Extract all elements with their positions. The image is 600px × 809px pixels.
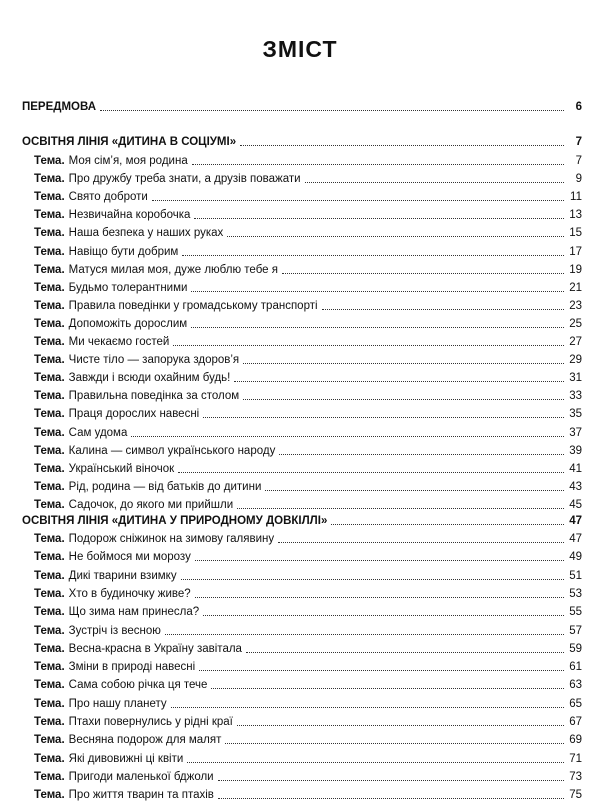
leader-dots — [265, 490, 564, 491]
entry-page: 55 — [569, 606, 582, 619]
entry-page: 67 — [569, 716, 582, 728]
leader-dots — [152, 200, 564, 201]
entry-title: Свято доброти — [68, 191, 148, 204]
entry-page: 29 — [569, 354, 582, 367]
entry-prefix: Тема. — [34, 317, 65, 330]
leader-dots — [192, 164, 564, 165]
leader-dots — [171, 707, 564, 708]
entry-prefix: Тема. — [34, 480, 65, 493]
entry-page: 39 — [569, 444, 582, 457]
leader-dots — [203, 615, 564, 616]
entry-page: 13 — [569, 209, 582, 222]
leader-dots — [225, 743, 564, 744]
toc-entry — [34, 168, 582, 186]
entry-page: 25 — [569, 317, 582, 330]
entry-title: Український віночок — [68, 462, 175, 475]
entry-page: 51 — [569, 569, 582, 582]
entry-title: Не боймося ми морозу — [68, 551, 191, 564]
entry-prefix: Тема. — [34, 697, 65, 710]
toc-entry — [34, 458, 582, 476]
toc-entry — [34, 403, 582, 421]
entry-page: 31 — [569, 372, 582, 385]
leader-dots — [165, 634, 564, 635]
toc-entry — [34, 385, 582, 403]
leader-dots — [237, 508, 564, 509]
entry-title: Весна-красна в Україну завітала — [68, 642, 242, 655]
toc-entry — [34, 766, 582, 784]
entry-prefix: Тема. — [34, 533, 65, 545]
entry-prefix: Тема. — [34, 462, 65, 475]
toc-entry — [34, 674, 582, 692]
toc-entry — [34, 331, 582, 349]
entry-page: 7 — [575, 155, 582, 167]
leader-dots — [234, 381, 564, 382]
leader-dots — [278, 542, 564, 543]
leader-dots — [178, 472, 564, 473]
leader-dots — [191, 327, 564, 328]
entry-title: Праця дорослих навесні — [68, 408, 200, 421]
entry-prefix: Тема. — [34, 209, 65, 222]
leader-dots — [187, 762, 564, 763]
leader-dots — [322, 309, 564, 310]
entry-title: Що зима нам принесла? — [68, 606, 200, 619]
entry-prefix: Тема. — [34, 606, 65, 619]
entry-page: 59 — [569, 642, 582, 655]
entry-page: 9 — [575, 173, 582, 186]
preface-page: 6 — [575, 101, 582, 113]
entry-prefix: Тема. — [34, 789, 65, 802]
entry-page: 71 — [569, 752, 582, 765]
entry-page: 27 — [569, 336, 582, 348]
section-1-page: 7 — [575, 136, 582, 148]
leader-dots — [227, 236, 564, 237]
entry-prefix: Тема. — [34, 569, 65, 582]
entry-title: Ми чекаємо гостей — [68, 336, 170, 348]
leader-dots — [195, 560, 564, 561]
toc-entry — [34, 784, 582, 802]
preface-label: ПЕРЕДМОВА — [22, 101, 97, 113]
toc-entry — [34, 601, 582, 619]
toc-entry — [34, 277, 582, 295]
entry-prefix: Тема. — [34, 642, 65, 655]
entry-prefix: Тема. — [34, 587, 65, 600]
toc-entry — [34, 204, 582, 222]
toc-entry — [34, 186, 582, 204]
toc-entry — [34, 729, 582, 747]
entry-title: Сам удома — [68, 426, 128, 439]
entry-page: 33 — [569, 390, 582, 403]
entry-title: Незвичайна коробочка — [68, 209, 191, 222]
leader-dots — [243, 399, 564, 400]
entry-title: Про життя тварин та птахів — [68, 789, 214, 802]
entry-page: 63 — [569, 679, 582, 692]
entry-prefix: Тема. — [34, 155, 65, 167]
leader-dots — [131, 436, 564, 437]
entry-page: 69 — [569, 734, 582, 747]
entry-title: Допоможіть дорослим — [68, 317, 188, 330]
toc-entry — [34, 693, 582, 711]
entry-page: 21 — [569, 281, 582, 294]
entry-page: 37 — [569, 426, 582, 439]
toc-entry — [34, 367, 582, 385]
entry-title: Правила поведінки у громадському транспорті — [68, 299, 318, 312]
leader-dots — [211, 688, 564, 689]
leader-dots — [181, 579, 564, 580]
section-1-label: ОСВІТНЯ ЛІНІЯ «ДИТИНА В СОЦІУМІ» — [22, 136, 237, 148]
entry-prefix: Тема. — [34, 661, 65, 674]
leader-dots — [218, 798, 564, 799]
entry-title: Подорож сніжинок на зимову галявину — [68, 533, 275, 545]
entry-page: 75 — [569, 789, 582, 802]
entry-title: Калина — символ українського народу — [68, 444, 276, 457]
page-title: ЗМІСТ — [262, 36, 338, 62]
entry-prefix: Тема. — [34, 354, 65, 367]
entry-page: 43 — [569, 480, 582, 493]
entry-page: 57 — [569, 624, 582, 637]
toc-entry — [34, 711, 582, 729]
leader-dots — [203, 417, 564, 418]
entry-prefix: Тема. — [34, 390, 65, 403]
entry-page: 47 — [569, 533, 582, 545]
entry-prefix: Тема. — [34, 173, 65, 186]
entry-page: 11 — [570, 191, 582, 204]
entry-prefix: Тема. — [34, 336, 65, 348]
entry-page: 35 — [569, 408, 582, 421]
entry-page: 73 — [569, 770, 582, 783]
leader-dots — [331, 524, 564, 525]
toc-preface — [22, 96, 582, 114]
entry-title: Матуся милая моя, дуже люблю тебе я — [68, 263, 278, 276]
toc-entry — [34, 748, 582, 766]
entry-prefix: Тема. — [34, 227, 65, 240]
entry-prefix: Тема. — [34, 191, 65, 204]
entry-prefix: Тема. — [34, 752, 65, 765]
entry-page: 15 — [569, 227, 582, 240]
toc-entry — [34, 546, 582, 564]
section-2-page: 47 — [569, 515, 582, 527]
leader-dots — [246, 652, 564, 653]
toc-entry — [34, 241, 582, 259]
entry-prefix: Тема. — [34, 372, 65, 385]
entry-page: 65 — [569, 697, 582, 710]
entry-page: 61 — [569, 661, 582, 674]
entry-title: Моя сім’я, моя родина — [68, 155, 188, 167]
entry-title: Пригоди маленької бджоли — [68, 770, 214, 783]
toc-entry — [34, 528, 582, 546]
entry-page: 45 — [569, 498, 582, 511]
entry-prefix: Тема. — [34, 299, 65, 312]
entry-prefix: Тема. — [34, 498, 65, 511]
entry-title: Хто в будиночку живе? — [68, 587, 191, 600]
entry-title: Зміни в природі навесні — [68, 661, 196, 674]
entry-prefix: Тема. — [34, 426, 65, 439]
entry-title: Дикі тварини взимку — [68, 569, 177, 582]
leader-dots — [199, 670, 564, 671]
entry-prefix: Тема. — [34, 734, 65, 747]
section-2-label: ОСВІТНЯ ЛІНІЯ «ДИТИНА У ПРИРОДНОМУ ДОВКІЛЛІ» — [22, 515, 328, 527]
toc-entry — [34, 313, 582, 331]
toc-entry — [34, 349, 582, 367]
entry-title: Рід, родина — від батьків до дитини — [68, 480, 262, 493]
entry-prefix: Тема. — [34, 281, 65, 294]
entry-page: 23 — [569, 299, 582, 312]
toc-entry — [34, 620, 582, 638]
entry-title: Сама собою річка ця тече — [68, 679, 208, 692]
entry-prefix: Тема. — [34, 624, 65, 637]
leader-dots — [191, 291, 564, 292]
leader-dots — [100, 110, 564, 111]
entry-page: 41 — [569, 462, 582, 475]
entry-title: Садочок, до якого ми прийшли — [68, 498, 234, 511]
entry-page: 49 — [569, 551, 582, 564]
toc-entry — [34, 440, 582, 458]
toc-entry — [34, 476, 582, 494]
toc-entry — [34, 565, 582, 583]
entry-title: Навіщо бути добрим — [68, 245, 179, 258]
entry-title: Весняна подорож для малят — [68, 734, 222, 747]
leader-dots — [237, 725, 564, 726]
entry-title: Будьмо толерантними — [68, 281, 188, 294]
toc-section-2 — [22, 510, 582, 528]
entry-prefix: Тема. — [34, 245, 65, 258]
entry-prefix: Тема. — [34, 444, 65, 457]
entry-title: Птахи повернулись у рідні краї — [68, 716, 233, 728]
entry-title: Про нашу планету — [68, 697, 167, 710]
entry-title: Правильна поведінка за столом — [68, 390, 240, 403]
leader-dots — [243, 363, 564, 364]
toc-entry — [34, 656, 582, 674]
leader-dots — [182, 255, 564, 256]
leader-dots — [240, 145, 564, 146]
entry-prefix: Тема. — [34, 551, 65, 564]
toc-entry — [34, 638, 582, 656]
entry-page: 53 — [569, 587, 582, 600]
entry-title: Завжди і всюди охайним будь! — [68, 372, 231, 385]
leader-dots — [195, 597, 564, 598]
leader-dots — [173, 345, 564, 346]
leader-dots — [194, 218, 564, 219]
toc-entry — [34, 259, 582, 277]
entry-title: Чисте тіло — запорука здоров’я — [68, 354, 240, 367]
entry-title: Зустріч із весною — [68, 624, 161, 637]
toc-entry — [34, 422, 582, 440]
toc-entry — [34, 222, 582, 240]
entry-page: 19 — [569, 263, 582, 276]
leader-dots — [282, 273, 564, 274]
entry-title: Про дружбу треба знати, а друзів поважати — [68, 173, 301, 186]
entry-title: Наша безпека у наших руках — [68, 227, 224, 240]
toc-entry — [34, 583, 582, 601]
toc-section-1 — [22, 131, 582, 149]
leader-dots — [218, 780, 564, 781]
leader-dots — [279, 454, 564, 455]
entry-prefix: Тема. — [34, 716, 65, 728]
entry-prefix: Тема. — [34, 770, 65, 783]
leader-dots — [305, 182, 564, 183]
entry-prefix: Тема. — [34, 263, 65, 276]
entry-title: Які дивовижні ці квіти — [68, 752, 184, 765]
toc-entry — [34, 295, 582, 313]
toc-entry — [34, 150, 582, 168]
entry-prefix: Тема. — [34, 408, 65, 421]
entry-page: 17 — [569, 245, 582, 258]
entry-prefix: Тема. — [34, 679, 65, 692]
